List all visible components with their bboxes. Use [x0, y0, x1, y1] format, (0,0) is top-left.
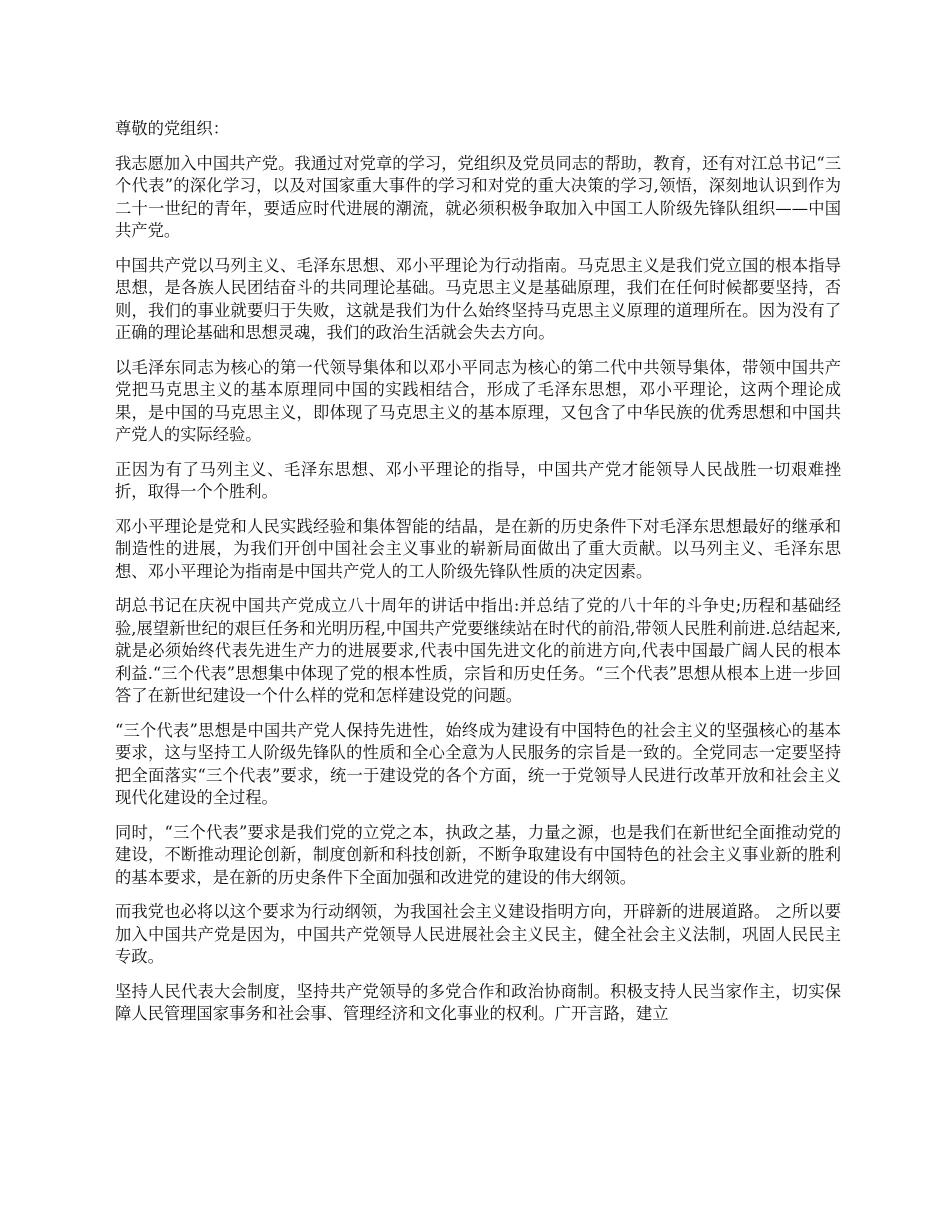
paragraph-2: 中国共产党以马列主义、毛泽东思想、邓小平理论为行动指南。马克思主义是我们党立国的根本指导思想，是各族人民团结奋斗的共同理论基础。马克思主义是基础原理，我们在任何时候都要坚持，否则，我们的事业就要归于失败，这就是我们为什么始终坚持马克思主义原理的道理所在。因为没有了正确的理论基础和思想灵魂，我们的政治生活就会失去方向。	[115, 255, 841, 342]
paragraph-1: 我志愿加入中国共产党。我通过对党章的学习，党组织及党员同志的帮助，教育，还有对江总书记“三个代表”的深化学习，以及对国家重大事件的学习和对党的重大决策的学习,领悟，深刻地认识到作为二十一世纪的青年，要适应时代进展的潮流，就必须积极争取加入中国工人阶级先锋队组织——中国共产党。	[115, 153, 841, 240]
salutation: 尊敬的党组织：	[115, 119, 229, 138]
paragraph-8: 同时，“三个代表”要求是我们党的立党之本，执政之基，力量之源，也是我们在新世纪全面推动党的建设，不断推动理论创新，制度创新和科技创新，不断争取建设有中国特色的社会主义事业新的胜利的基本要求，是在新的历史条件下全面加强和改进党的建设的伟大纲领。	[115, 822, 841, 887]
paragraph-5: 邓小平理论是党和人民实践经验和集体智能的结晶，是在新的历史条件下对毛泽东思想最好的继承和制造性的进展，为我们开创中国社会主义事业的崭新局面做出了重大贡献。以马列主义、毛泽东思想、邓小平理论为指南是中国共产党人的工人阶级先锋队性质的决定因素。	[115, 516, 841, 581]
paragraph-9: 而我党也必将以这个要求为行动纲领，为我国社会主义建设指明方向，开辟新的进展道路。 之所以要加入中国共产党是因为，中国共产党领导人民进展社会主义民主，健全社会主义法制，巩固人民民主专政。	[115, 902, 841, 966]
paragraph-7: “三个代表”思想是中国共产党人保持先进性，始终成为建设有中国特色的社会主义的坚强核心的基本要求，这与坚持工人阶级先锋队的性质和全心全意为人民服务的宗旨是一致的。全党同志一定要坚持把全面落实“三个代表”要求，统一于建设党的各个方面，统一于党领导人民进行改革开放和社会主义现代化建设的全过程。	[115, 720, 841, 807]
document-body	[115, 118, 841, 1038]
paragraph-4: 正因为有了马列主义、毛泽东思想、邓小平理论的指导，中国共产党才能领导人民战胜一切艰难挫折，取得一个个胜利。	[115, 459, 841, 501]
paragraph-6: 胡总书记在庆祝中国共产党成立八十周年的讲话中指出:并总结了党的八十年的斗争史;历程和基础经验,展望新世纪的艰巨任务和光明历程,中国共产党要继续站在时代的前沿,带领人民胜利前进.总结起来,就是必须始终代表先进生产力的进展要求,代表中国先进文化的前进方向,代表中国最广阔人民的根本利益.“三个代表”思想集中体现了党的根本性质，宗旨和历史任务。“三个代表”思想从根本上进一步回答了在新世纪建设一个什么样的党和怎样建设党的问题。	[115, 596, 841, 705]
paragraph-3: 以毛泽东同志为核心的第一代领导集体和以邓小平同志为核心的第二代中共领导集体，带领中国共产党把马克思主义的基本原理同中国的实践相结合，形成了毛泽东思想，邓小平理论，这两个理论成果，是中国的马克思主义，即体现了马克思主义的基本原理，又包含了中华民族的优秀思想和中国共产党人的实际经验。	[115, 357, 841, 444]
paragraph-10: 坚持人民代表大会制度，坚持共产党领导的多党合作和政治协商制。积极支持人民当家作主，切实保障人民管理国家事务和社会事、管理经济和文化事业的权利。广开言路，建立	[115, 981, 841, 1023]
